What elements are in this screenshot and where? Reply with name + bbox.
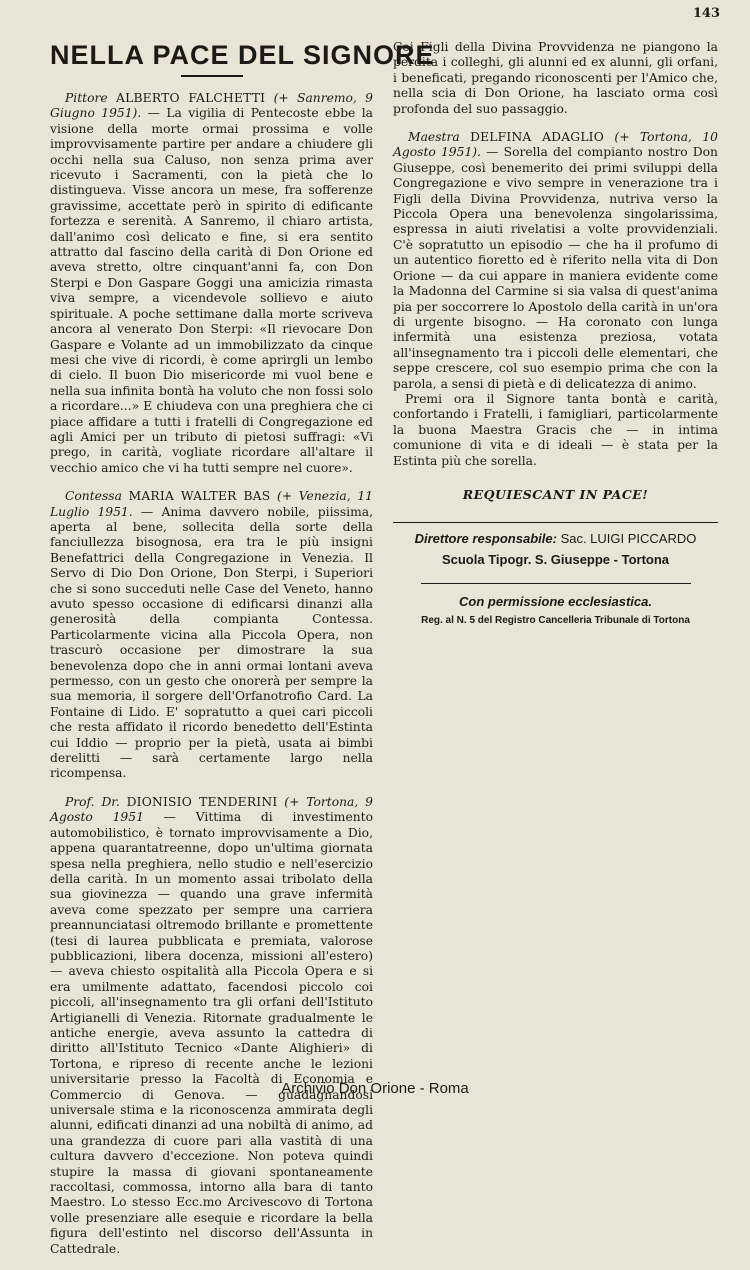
entry-name: DELFINA ADAGLIO xyxy=(470,130,605,145)
entry-title: Maestra xyxy=(408,130,460,145)
obituary-tenderini-cont xyxy=(393,40,718,117)
footer-rule xyxy=(393,522,718,523)
entry-name: DIONISIO TENDERINI xyxy=(126,794,278,809)
entry-paragraph xyxy=(50,91,373,476)
entry-info: (+ Tortona, 9 Agosto 1951 xyxy=(50,794,373,825)
right-column xyxy=(393,40,718,626)
entry-title: Pittore xyxy=(65,91,108,105)
entry-paragraph: Premi ora il Signore tanta bontà e carità, confortando i Fratelli, i famigliari, particolarmente la buona Maestra Gracis che — in intima comunione di vita e di ideali — è stata per la Estinta più che sorella. xyxy=(393,391,718,468)
entry-text: — Sorella del compianto nostro Don Giuseppe, così benemerito dei primi sviluppi della Congregazione e vivo sempre in venerazione tra i Figli della Divina Provvidenza, nutriva verso la Piccola Opera una benevolenza singolarissima, espressa in aiuti rivelatisi a volte provvidenziali. C'è sopratutto un episodio — che ha il profumo di un autentico fioretto ed è riferito nella vita di Don Orione — da cui appare in maniera evidente come la Madonna del Carmine si sia valsa di quest'anima pia per soccorrere lo Apostolo della carità in un'ora di urgente bisogno. — Ha coronato con lunga infermità una esistenza preziosa, votata all'insegnamento tra i piccoli delle elementari, che seppe crescere, col suo esempio prima che con la parola, a sensi di pietà e di delicatezza di animo. xyxy=(393,145,718,391)
entry-text: — La vigilia di Pentecoste ebbe la visione della morte ormai prossima e volle improvvisamente partire per andare a chiudere gli occhi nella sua Caluso, non senza prima aver ricevuto i Sacramenti, con la pietà che lo distingueva. Visse ancora un mese, fra sofferenze gravissime, accettate però in spirito di edificante fortezza e serenità. A Sanremo, il chiaro artista, dall'animo così delicato e fine, si era sentito attratto dal fascino della carità di Don Orione ed aveva stretto, oltre cinquant'anni fa, con Don Sterpi e Don Gaspare Goggi una amicizia rimasta viva sempre, a vicendevole sollievo e aiuto spirituale. A poche settimane dalla morte scriveva ancora al venerato Don Sterpi: «Il rievocare Don Gaspare e Volante ad un immobilizzato da cinque mesi che vive di ricordi, è come aprirgli un lembo di cielo. Il buon Dio misericorde mi vuol bene e nella sua infinita bontà ha voluto che non fossi solo a ricordare...» E chiudeva con una preghiera che ci piace affidare a tutti i fratelli di Congregazione ed agli Amici per un tributo di pietosi suffragi: «Vi prego, in carità, vogliate ricordare all'altare il vecchio amico che vi ha tutti sempre nel cuore». xyxy=(50,106,373,475)
printer-line: Scuola Tipogr. S. Giuseppe - Tortona xyxy=(441,551,670,567)
obituary-bas xyxy=(50,489,373,782)
entry-text: — Anima davvero nobile, piissima, aperta al bene, sollecita della sorte della fanciullezza bisognosa, era tra le più insigni Benefattrici della Congregazione in Venezia. Il Servo di Dio Don Orione, Don Sterpi, i Superiori che si sono succeduti nelle Case del Veneto, hanno avuto spesso occasione di edificarsi dinanzi alla generosità della compianta Contessa. Particolarmente vicina alla Piccola Opera, non trascurò occasione per dimostrare la sua benevolenza dopo che in anni ormai lontani aveva permesso, con un gesto che onorerà per sempre la sua memoria, il sorgere dell'Orfanotrofio Card. La Fontaine di Lido. E' sopratutto a quei cari piccoli che resta affidato il ricordo benedetto dell'Estinta cui Iddio — proprio per la pietà, usata ai bimbi derelitti — sarà certamente largo nella ricompensa. xyxy=(50,504,373,781)
archive-caption: Archivio Don Orione - Roma xyxy=(281,1080,469,1097)
entry-paragraph xyxy=(50,795,373,1257)
entry-paragraph xyxy=(50,489,373,782)
director-line xyxy=(393,531,718,546)
registration-line: Reg. al N. 5 del Registro Cancelleria Tribunale di Tortona xyxy=(421,614,690,626)
permission-line: Con permissione ecclesiastica. xyxy=(459,593,652,609)
entry-paragraph: Coi Figli della Divina Provvidenza ne piangono la perdita i colleghi, gli alunni ed ex alunni, gli orfani, i beneficati, pregando riconoscenti per l'Amico che, nella scia di Don Orione, ha lasciato orma così profonda del suo passaggio. xyxy=(393,40,718,116)
director-label: Direttore responsabile: xyxy=(414,530,557,546)
requiescant-line: REQUIESCANT IN PACE! xyxy=(462,486,649,502)
entry-name: MARIA WALTER BAS xyxy=(128,489,271,504)
footer-short-rule xyxy=(421,583,691,584)
director-name: Sac. LUIGI PICCARDO xyxy=(560,530,697,546)
obituary-adaglio xyxy=(393,130,718,469)
page-number: 143 xyxy=(692,6,720,21)
entry-name: ALBERTO FALCHETTI xyxy=(116,91,266,105)
entry-title: Prof. Dr. xyxy=(65,794,120,809)
entry-info: (+ Sanremo, 9 Giugno 1951). xyxy=(50,91,373,121)
page-title: NELLA PACE DEL SIGNORE xyxy=(50,40,435,70)
entry-text: — Vittima di investimento automobilistico, è tornato improvvisamente a Dio, appena quarantatreenne, dopo un'ultima giornata spesa nella preghiera, nello studio e nell'esercizio della carità. In un momento assai tribolato della sua giovinezza — quando una grave infermità aveva come spezzato per sempre una carriera preannunciatasi oltremodo brillante e promettente (tesi di laurea pubblicata e premiata, valorose pubblicazioni, libera docenza, missioni all'estero) — aveva chiesto ospitalità alla Piccola Opera e si era umilmente adattato, facendosi piccolo coi piccoli, all'insegnamento tra gli orfani dell'Istituto Artigianelli di Venezia. Ritornate gradualmente le antiche energie, aveva assunto la cattedra di diritto all'Istituto Tecnico «Dante Alighieri» di Tortona, e ripreso di recente anche le lezioni universitarie presso la Facoltà di Economia e Commercio di Genova. — guadagnandosi universale stima e la riconoscenza ammirata degli alunni, edificati dinanzi ad una nobiltà di animo, ad una grandezza di cuore pari alla vastità di una cultura davvero d'eccezione. Non poteva quindi stupire la massa di giovani spontaneamente raccoltasi, commossa, intorno alla bara di tanto Maestro. Lo stesso Ecc.mo Arcivescovo di Tortona volle presenziare alle esequie e ricordare la bella figura dell'estinto nel discorso dell'Assunta in Cattedrale. xyxy=(50,810,373,1256)
entry-paragraph xyxy=(393,130,718,392)
obituary-falchetti xyxy=(50,91,373,476)
obituary-tenderini xyxy=(50,795,373,1257)
entry-title: Contessa xyxy=(65,489,122,504)
title-rule xyxy=(181,75,243,77)
entry-info: (+ Venezia, 11 Luglio 1951. xyxy=(50,489,373,519)
entry-info: (+ Tortona, 10 Agosto 1951). xyxy=(393,130,718,160)
